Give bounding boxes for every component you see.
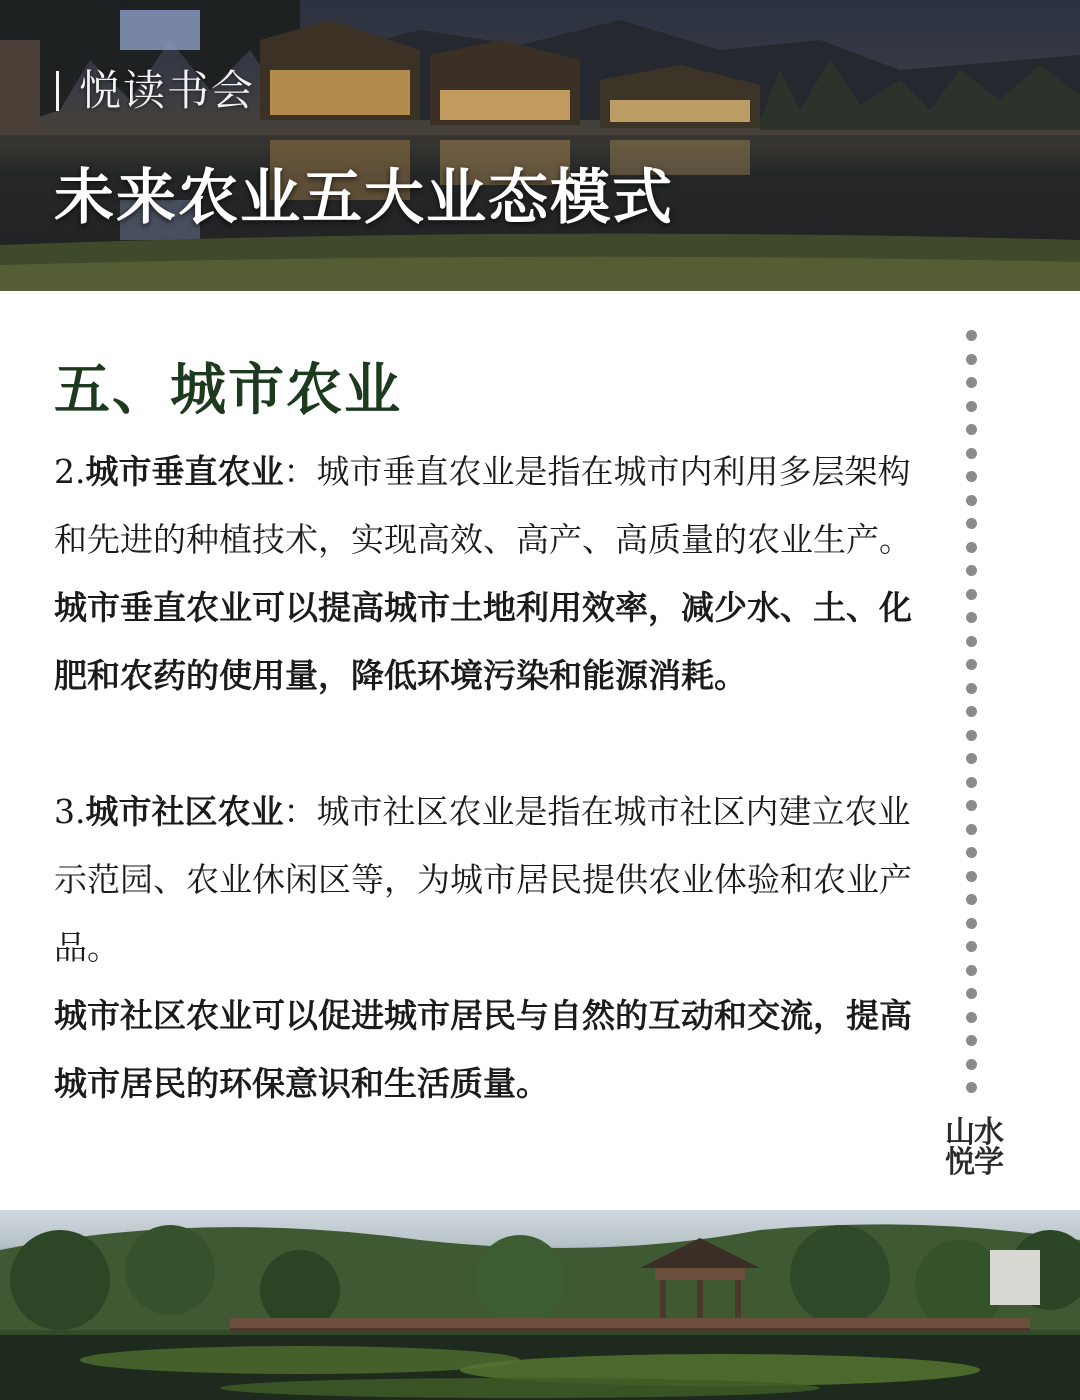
divider-dot — [966, 1082, 977, 1093]
divider-dot — [966, 753, 977, 764]
logo-line-1: 山水 — [945, 1115, 1003, 1150]
divider-dot — [966, 565, 977, 576]
divider-dot — [966, 636, 977, 647]
divider-dot — [966, 800, 977, 811]
column-label-text: 悦读书会 — [79, 66, 256, 115]
garden-pavilion-scene — [0, 1210, 1080, 1400]
divider-dot — [966, 777, 977, 788]
divider-dot — [966, 424, 977, 435]
divider-dot — [966, 918, 977, 929]
divider-dot — [966, 542, 977, 553]
divider-dot — [966, 730, 977, 741]
item-community-farming-definition — [54, 778, 934, 982]
divider-dot — [966, 871, 977, 882]
item-number: 3. — [54, 792, 86, 831]
dotted-divider — [966, 330, 978, 1090]
divider-dot — [966, 706, 977, 717]
divider-dot — [966, 824, 977, 835]
item-vertical-farming-highlight: 城市垂直农业可以提高城市土地利用效率，减少水、土、化肥和农药的使用量，降低环境污染和能源消耗。 — [54, 588, 912, 695]
header-banner — [0, 0, 1080, 291]
divider-dot — [966, 612, 977, 623]
logo-line-2: 悦学 — [945, 1145, 1003, 1180]
divider-dot — [966, 1012, 977, 1023]
item-term: 城市社区农业 — [85, 792, 284, 831]
page-title: 未来农业五大业态模式 — [54, 163, 674, 233]
label-divider — [56, 71, 59, 111]
section-heading: 五、城市农业 — [54, 357, 402, 423]
divider-dot — [966, 471, 977, 482]
divider-dot — [966, 847, 977, 858]
item-number: 2. — [54, 452, 86, 491]
divider-dot — [966, 448, 977, 459]
divider-dot — [966, 495, 977, 506]
divider-dot — [966, 377, 977, 388]
divider-dot — [966, 330, 977, 341]
divider-dot — [966, 941, 977, 952]
brand-logo — [936, 1115, 1012, 1180]
divider-dot — [966, 401, 977, 412]
divider-dot — [966, 589, 977, 600]
column-label — [56, 58, 255, 118]
item-definition: ：城市垂直农业是指在城市内利用多层架构和先进的种植技术，实现高效、高产、高质量的农业生产。 — [54, 452, 912, 559]
divider-dot — [966, 1059, 977, 1070]
item-term: 城市垂直农业 — [85, 452, 284, 491]
divider-dot — [966, 965, 977, 976]
divider-dot — [966, 988, 977, 999]
divider-dot — [966, 659, 977, 670]
divider-dot — [966, 894, 977, 905]
footer-garden-image — [0, 1210, 1080, 1400]
item-community-farming-highlight: 城市社区农业可以促进城市居民与自然的互动和交流，提高城市居民的环保意识和生活质量。 — [54, 996, 912, 1103]
divider-dot — [966, 354, 977, 365]
article-body — [54, 438, 934, 1118]
divider-dot — [966, 683, 977, 694]
night-lake-scene-image — [0, 0, 1080, 291]
divider-dot — [966, 1035, 977, 1046]
divider-dot — [966, 518, 977, 529]
item-definition: ：城市社区农业是指在城市社区内建立农业示范园、农业休闲区等，为城市居民提供农业体验和农业产品。 — [54, 792, 912, 967]
paragraph-gap — [54, 710, 934, 778]
item-vertical-farming-definition — [54, 438, 934, 574]
